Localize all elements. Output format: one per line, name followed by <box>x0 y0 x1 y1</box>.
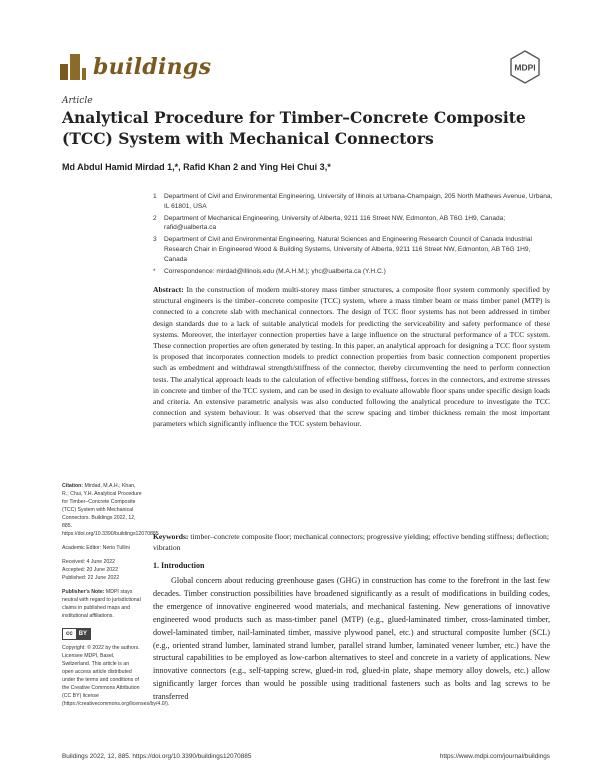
journal-name: buildings <box>93 54 212 80</box>
journal-url[interactable]: https://www.mdpi.com/journal/buildings <box>439 753 550 760</box>
affiliation-2: 2 Department of Mechanical Engineering, University of Alberta, 9211 116 Street NW, Edmonton, AB T6G 1H9, Canada; rafid@ualberta.ca <box>153 214 506 232</box>
affiliation-1: 1 Department of Civil and Environmental Engineering, University of Illinois at Urbana-Champaign, 205 North Mathews Avenue, Urbana, IL 61801, USA <box>153 193 553 210</box>
keywords <box>153 531 550 553</box>
section-heading: 1. Introduction <box>153 561 205 570</box>
publisher-note: Publisher's Note: MDPI stays neutral with regard to jurisdictional claims in published maps and institutional affiliations. <box>62 589 141 619</box>
buildings-logo-icon <box>60 54 86 80</box>
citation: Citation: Mirdad, M.A.H.; Khan, R.; Chui, Y.H. Analytical Procedure for Timber–Concrete Composite (TCC) System with Mechanical Connectors. Buildings 2022, 12, 885. https://doi.org/10.3390/buildings12070885 <box>62 483 159 537</box>
abstract-text: In the construction of modern multi-storey mass timber structures, a composite floor system commonly specified by structural engineers is the timber–concrete composite (TCC) system, where a mass timber beam or mass timber panel (MTP) is connected to a concrete slab with mechanical connectors. The design of TCC floor systems has not been addressed in timber design standards due to a lack of suitable analytical models for predicting the serviceability and safety performance of these systems. Moreover, the interlayer connection properties have a large influence on the structural performance of a TCC system. These connection properties are often generated by testing. In this paper, an analytical approach for designing a TCC floor system is proposed that incorporates connection models to predict connection properties from basic connection component properties such as embedment and withdrawal strength/stiffness of the connector, thereby circumventing the need to perform connection tests. The analytical approach leads to the calculation of effective bending stiffness, forces in the connectors, and extreme stresses in concrete and timber of the TCC system, and can be used in design to evaluate allowable floor spans under specific design loads and criteria. An extensive parametric analysis was also conducted following the analytical procedure to investigate the TCC connection and system behaviour. It was observed that the screw spacing and timber thickness remain the most important parameters which significantly influence the TCC system behaviour. <box>153 285 550 429</box>
paper-title: Analytical Procedure for Timber–Concrete Composite (TCC) System with Mechanical Connectors <box>62 108 526 148</box>
abstract-label: Abstract: <box>153 285 184 294</box>
svg-text:MDPI: MDPI <box>514 62 536 73</box>
abstract <box>153 284 550 430</box>
keywords-text: timber–concrete composite floor; mechanical connectors; progressive yielding; effective bending stiffness; deflection; vibration <box>153 532 549 553</box>
cc-by-license-icon: cc BY <box>62 628 91 640</box>
footer-citation: Buildings 2022, 12, 885. https://doi.org/10.3390/buildings12070885 <box>62 753 252 760</box>
author-list: Md Abdul Hamid Mirdad 1,*, Rafid Khan 2 and Ying Hei Chui 3,* <box>62 162 331 172</box>
keywords-label: Keywords: <box>153 532 189 541</box>
academic-editor: Academic Editor: Nerio Tullini <box>62 545 130 551</box>
article-type: Article <box>62 96 93 106</box>
copyright-notice: Copyright: © 2022 by the authors. Licensee MDPI, Basel, Switzerland. This article is an open access article distributed under the terms and conditions of the Creative Commons Attribution (CC BY) license (https://creativecommons.org/licenses/by/4.0/). <box>62 645 170 707</box>
published-date: Published: 22 June 2022 <box>62 575 120 581</box>
introduction-text: Global concern about reducing greenhouse gases (GHG) in construction has come to the forefront in the last few decades. Timber construction possibilities have broadened significantly as a result of modifications in building codes, the emergence of innovative engineered wood materials, and mechanical fastening. New generations of innovative engineered wood products such as mass-timber panel (MTP) (e.g., glued-laminated timber, cross-laminated timber, dowel-laminated timber, nail-laminated timber, massive plywood panel, etc.) and structural composite lumber (SCL) (e.g., oriented strand lumber, laminated strand lumber, parallel strand lumber, laminated veneer lumber, etc.) have the structural capabilities to be employed as low-carbon alternatives to steel and concrete in a variety of applications. New innovative connectors (e.g., self-tapping screw, glued-in rod, glued-in plate, shape memory alloy dowels, etc.) allow significantly larger forces than would be possible using traditional fasteners such as bolts and lag screws to be transferred <box>153 576 550 702</box>
publication-dates <box>62 558 142 582</box>
affiliations <box>153 192 553 278</box>
correspondence: * Correspondence: mirdad@illinois.edu (M.A.H.M.); yhc@ualberta.ca (Y.H.C.) <box>153 267 386 275</box>
journal-logo <box>60 52 212 88</box>
accepted-date: Accepted: 20 June 2022 <box>62 567 118 573</box>
page-footer <box>62 753 550 760</box>
sidebar-metadata <box>62 482 170 714</box>
mdpi-logo-icon <box>508 50 542 84</box>
received-date: Received: 4 June 2022 <box>62 559 116 565</box>
affiliation-3: 3 Department of Civil and Environmental Engineering, Natural Sciences and Engineering Research Council of Canada Industrial Research Chair in Engineered Wood & Building Systems, University of Alberta, 9211 116 Street NW, Edmonton, AB T6G 1H9, Canada <box>153 236 532 263</box>
